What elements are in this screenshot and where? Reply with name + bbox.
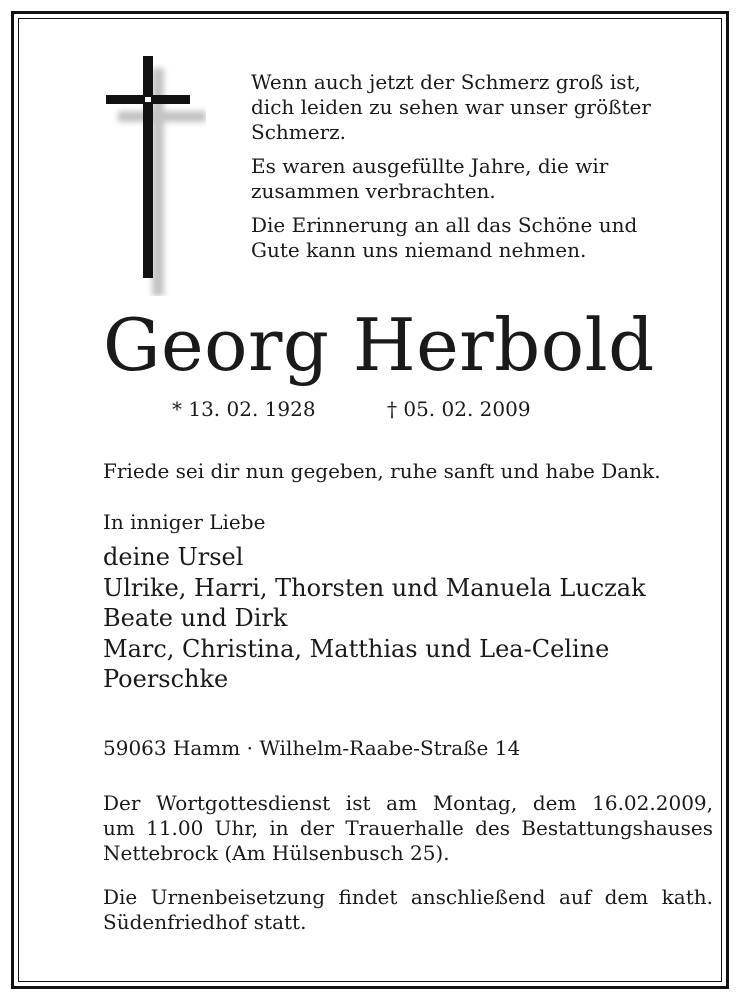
burial-notice bbox=[103, 885, 713, 935]
death-date: † 05. 02. 2009 bbox=[387, 397, 531, 421]
mourner-line: deine Ursel bbox=[103, 543, 244, 571]
mourner-line: Ulrike, Harri, Thorsten und Manuela Luczak bbox=[103, 573, 646, 602]
mourner-line: Beate und Dirk bbox=[103, 604, 288, 632]
service-line: Der Wortgottesdienst ist am Montag, dem 16.02.2009, bbox=[103, 791, 713, 815]
burial-line: Südenfriedhof statt. bbox=[103, 910, 307, 934]
service-line: Nettebrock (Am Hülsenbusch 25). bbox=[103, 841, 450, 865]
farewell-line: Friede sei dir nun gegeben, ruhe sanft und habe Dank. bbox=[103, 459, 661, 483]
mourner-line: Marc, Christina, Matthias und Lea-Celine bbox=[103, 634, 610, 663]
cross-icon bbox=[106, 56, 206, 296]
verse-stanza: Die Erinnerung an all das Schöne und Gute kann uns niemand nehmen. bbox=[251, 213, 638, 262]
mourners-list bbox=[103, 542, 646, 695]
burial-line: Die Urnenbeisetzung findet anschließend auf dem kath. bbox=[103, 885, 713, 909]
service-line: um 11.00 Uhr, in der Trauerhalle des Bestattungshauses bbox=[103, 816, 713, 840]
verse-stanza: Wenn auch jetzt der Schmerz groß ist, dich leiden zu sehen war unser größter Schmerz. bbox=[251, 70, 651, 144]
family-address: 59063 Hamm · Wilhelm-Raabe-Straße 14 bbox=[103, 736, 521, 760]
birth-date: * 13. 02. 1928 bbox=[172, 397, 316, 421]
mourner-line: Poerschke bbox=[103, 665, 229, 693]
service-notice bbox=[103, 791, 713, 866]
memorial-verse bbox=[251, 70, 681, 272]
mourners-intro: In inniger Liebe bbox=[103, 510, 266, 534]
deceased-name: Georg Herbold bbox=[103, 303, 655, 387]
verse-stanza: Es waren ausgefüllte Jahre, die wir zusammen verbrachten. bbox=[251, 154, 609, 203]
